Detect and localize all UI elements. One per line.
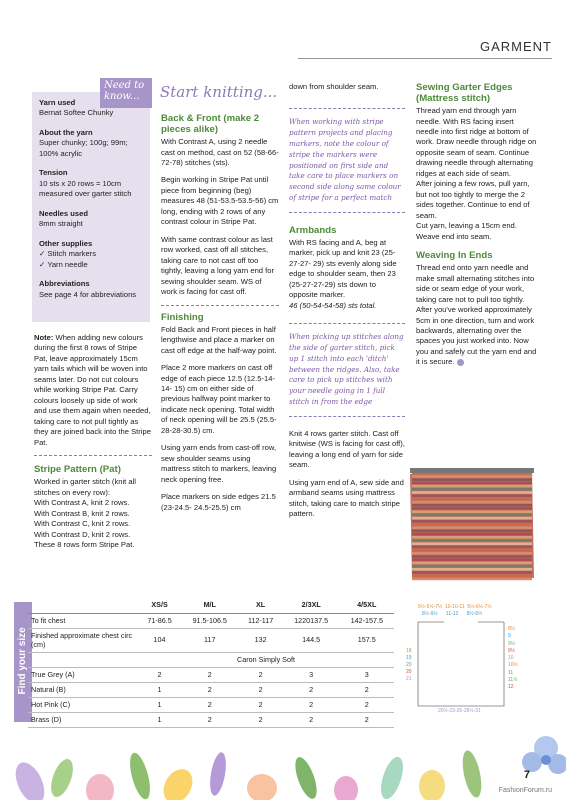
table-cell: 1: [138, 713, 181, 728]
dim-top-3: 5½-6½-7½: [467, 604, 492, 610]
armbands-finish: Knit 4 rows garter stitch. Cast off knitwise (WS is facing for cast off), leaving a long end of yarn for side seam.: [289, 428, 405, 470]
table-row: [28, 628, 394, 653]
armbands-finish: Using yarn end of A, sew side and armband seams using mattress stitch, taking care to match stripe pattern.: [289, 477, 404, 519]
table-cell: 2: [340, 713, 394, 728]
dim-top-4: 8½-9½: [422, 611, 438, 617]
abbr-heading: Abbreviations: [39, 279, 90, 289]
size-label: 2/3XL: [283, 598, 340, 613]
garment-stripe: [412, 552, 532, 555]
stripe-line: With Contrast A, knit 2 rows.: [34, 498, 130, 508]
need-to-know-box: [32, 92, 150, 322]
size-table: [28, 598, 394, 728]
other-item: ✓ Yarn needle: [39, 259, 88, 269]
table-cell: 2: [181, 698, 238, 713]
divider: [34, 455, 152, 456]
garment-stripes: [410, 468, 534, 580]
yarn-name: Caron Simply Soft: [138, 653, 394, 668]
row-label: [28, 653, 138, 668]
section-title: GARMENT: [480, 39, 552, 54]
table-cell: 142-157.5: [340, 613, 394, 628]
other-heading: Other supplies: [39, 238, 93, 248]
yarn-value: Bernat Softee Chunky: [39, 108, 114, 118]
garment-stripe: [412, 558, 532, 561]
armbands-para: With RS facing and A, beg at marker, pick up and knit 23 (25-27-27- 29) sts evenly along side edge to shoulder seam, then 23 (25-27-27-29) sts down to opposite marker.: [289, 237, 397, 300]
table-cell: 104: [138, 628, 181, 653]
garment-stripe: [412, 491, 532, 494]
table-cell: 2: [340, 683, 394, 698]
garment-stripe: [412, 520, 532, 523]
divider: [161, 305, 279, 306]
abbr-value: See page 4 for abbreviations: [39, 289, 137, 299]
table-cell: 2: [238, 713, 282, 728]
garment-stripe: [412, 482, 532, 485]
continued-text: down from shoulder seam.: [289, 82, 379, 91]
armbands-heading: Armbands: [289, 224, 337, 236]
row-label: To fit chest: [28, 613, 138, 628]
stripe-line: Worked in garter stitch (knit all stitches on every row):: [34, 477, 136, 497]
end-mark-icon: [457, 359, 464, 366]
garment-stripe: [412, 485, 532, 488]
dim-right-val: 11: [508, 669, 514, 676]
back-front-heading: Back & Front (make 2 pieces alike): [161, 113, 260, 136]
weaving-para: [416, 263, 538, 368]
start-knitting-title: Start knitting...: [160, 83, 278, 101]
garment-stripe: [412, 494, 532, 497]
table-row: [28, 683, 394, 698]
tension-value: 10 sts x 20 rows = 10cm measured over garter stitch: [39, 178, 132, 199]
garment-stripe: [412, 578, 532, 581]
finishing-para: Place markers on side edges 21.5 (23-24.5- 24.5-25.5) cm: [161, 492, 276, 512]
garment-stripe: [412, 510, 532, 513]
dim-right-val: 12: [508, 684, 514, 690]
table-cell: 2: [283, 683, 340, 698]
dim-left-val: 20: [406, 669, 412, 675]
find-your-size-label: Find your size: [17, 627, 29, 695]
garment-stripe: [412, 517, 532, 520]
weaving-text: Thread end onto yarn needle and make small alternating stitches into side or seam edge of your work, taking care not to pull too tightly. After you've worked approximately 5cm in one direction, turn and work backwards, alternating over the spaces you just worked into. Now you and safely cut the yarn end and it is secure.: [416, 263, 537, 367]
garment-stripe: [412, 530, 532, 533]
size-label: XL: [238, 598, 282, 613]
garment-stripe: [412, 565, 532, 568]
row-label: Brass (D): [28, 713, 138, 728]
other-item: ✓ Stitch markers: [39, 249, 96, 259]
sewing-para: Thread yarn end through yarn needle. With RS facing insert needle into first ridge at bottom of work. Draw needle through ridge on opposite seam of seam. Continue drawing needle through alternating ridges at each side of seam.: [416, 106, 537, 178]
dim-right-val: 9: [508, 633, 511, 640]
table-cell: 2: [181, 713, 238, 728]
stripe-heading: Stripe Pattern (Pat): [34, 464, 121, 476]
dim-right-val: 11½: [508, 676, 518, 683]
page-number: 7: [523, 769, 530, 781]
garment-stripe: [412, 568, 532, 571]
garment-stripe: [412, 549, 532, 552]
table-cell: 2: [238, 683, 282, 698]
size-header-row: [28, 598, 394, 613]
garment-stripe: [412, 536, 532, 539]
garment-stripe: [412, 539, 532, 542]
dim-right-val: 10½: [508, 662, 518, 669]
stripe-line: With Contrast D, knit 2 rows.: [34, 529, 131, 539]
armbands-total: 46 (50-54-54-58) sts total.: [289, 300, 377, 310]
table-cell: 2: [283, 698, 340, 713]
dim-left-val: 21: [406, 676, 412, 682]
about-heading: About the yarn: [39, 127, 93, 137]
table-cell: 112-117: [238, 613, 282, 628]
table-row: [28, 713, 394, 728]
table-cell: 2: [238, 668, 282, 683]
tip-markers: When working with stripe pattern projects and placing markers, note the colour of stripe the markers were positioned on first side and take care to place markers on second side along same colour of stripe for a perfect match: [289, 117, 401, 203]
garment-stripe: [412, 504, 532, 507]
garment-stripe: [412, 507, 532, 510]
table-row: [28, 698, 394, 713]
size-label: 4/5XL: [340, 598, 394, 613]
finishing-para: Using yarn ends from cast-off row, sew shoulder seams using mattress stitch to markers, leaving neck opening free.: [161, 443, 277, 484]
dim-top: [418, 604, 492, 611]
row-label: Finished approximate chest circ (cm): [28, 628, 138, 653]
dim-top-5: 11-12: [445, 611, 459, 617]
garment-stripe: [412, 571, 532, 574]
size-label: XS/S: [138, 598, 181, 613]
note-label: Note:: [34, 333, 54, 342]
schematic-lines: [404, 600, 538, 720]
table-cell: 144.5: [283, 628, 340, 653]
dim-right-val: 8½: [508, 626, 515, 632]
divider: [289, 323, 405, 324]
sewing-para: After joining a few rows, pull yarn, but not too tightly to merge the 2 sides together. Continue to end of seam.: [416, 179, 530, 220]
dim-right-val: 10: [508, 655, 514, 661]
row-label: True Grey (A): [28, 668, 138, 683]
sewing-heading: Sewing Garter Edges (Mattress stitch): [416, 82, 513, 105]
dim-bottom: 20½-23-26-28½-31: [438, 708, 481, 714]
header-empty: [28, 598, 138, 613]
finishing-heading: Finishing: [161, 311, 204, 323]
dim-left: [406, 648, 412, 683]
schematic-diagram: [404, 600, 538, 720]
table-cell: 2: [283, 713, 340, 728]
table-cell: 2: [340, 698, 394, 713]
garment-stripe: [412, 542, 532, 545]
dim-top-6: 8½-9½: [466, 611, 483, 617]
table-cell: 2: [181, 668, 238, 683]
table-cell: 2: [138, 668, 181, 683]
garment-stripe: [412, 526, 532, 529]
finishing-para: Place 2 more markers on cast off edge of each piece 12.5 (12.5-14-14- 15) cm on either side of previous halfway point marker to indicate neck opening. Total width of neck opening will be 25.5 (25.5-28-28-30.5) cm.: [161, 363, 277, 435]
dim-left-val: 20: [406, 662, 412, 668]
stripe-line: With Contrast B, knit 2 rows.: [34, 508, 130, 518]
garment-stripe: [412, 501, 532, 504]
garment-band: [410, 468, 534, 473]
table-cell: 2: [238, 698, 282, 713]
dim-top-b: [422, 611, 482, 618]
garment-stripe: [412, 562, 532, 565]
back-front-para: Begin working in Stripe Pat until piece from beginning (beg) measures 48 (51-53.5-53.5-56) cm long, ending with 2 rows of any contrast colour in Stripe Pat.: [161, 175, 279, 227]
garment-stripe: [412, 488, 532, 491]
stripe-line: These 8 rows form Stripe Pat.: [34, 540, 135, 549]
dim-right-val: 9½: [508, 647, 515, 654]
divider: [289, 212, 405, 213]
garment-stripe: [412, 574, 532, 577]
dim-left-val: 18: [406, 648, 412, 654]
garment-stripe: [412, 498, 532, 501]
garment-photo: [404, 466, 538, 584]
row-label: Natural (B): [28, 683, 138, 698]
table-cell: 1220137.5: [283, 613, 340, 628]
garment-stripe: [412, 514, 532, 517]
column-3: [289, 82, 405, 526]
yarn-row: [28, 653, 394, 668]
back-front-para: With Contrast A, using 2 needle cast on method, cast on 52 (58-66-72-78) stitches (sts).: [161, 137, 279, 167]
dim-right-val: 9½: [508, 640, 515, 647]
note: [34, 333, 152, 448]
divider: [289, 416, 405, 417]
size-label: M/L: [181, 598, 238, 613]
garment-stripe: [412, 478, 532, 481]
tension-heading: Tension: [39, 168, 68, 178]
dim-top-1: 5½-6½-7½: [418, 604, 443, 610]
table-cell: 71-86.5: [138, 613, 181, 628]
garment-stripe: [412, 546, 532, 549]
needles-value: 8mm straight: [39, 219, 83, 229]
table-cell: 3: [340, 668, 394, 683]
source-credit: FashionForum.ru: [498, 787, 552, 794]
need-to-know-tab: Need to know...: [100, 78, 152, 108]
needles-heading: Needles used: [39, 208, 88, 218]
table-cell: 3: [283, 668, 340, 683]
note-text: When adding new colours during the first 8 rows of Stripe Pat, leave approximately 15cm yarn tails which will be woven into seams later. Do not cut colours while working Stripe Pat. Carry colours loosely up side of work and use them again when needed, taking care to not pull tightly as they are joined back into the Stripe Pat.: [34, 333, 151, 447]
table-cell: 1: [138, 683, 181, 698]
back-front-para: With same contrast colour as last row worked, cast off all stitches, taking care to not cast off too tightly, leaving a long yarn end for sewing shoulder seam. WS of work is facing for cast off.: [161, 234, 274, 297]
garment-stripe: [412, 523, 532, 526]
column-4: [416, 82, 538, 368]
garment-stripe: [412, 555, 532, 558]
sewing-para: Cut yarn, leaving a 15cm end. Weave end into seam.: [416, 221, 517, 241]
table-row: [28, 668, 394, 683]
table-cell: 157.5: [340, 628, 394, 653]
row-label: Hot Pink (C): [28, 698, 138, 713]
flower-decoration: [0, 728, 566, 800]
weaving-heading: Weaving In Ends: [416, 250, 493, 262]
divider: [289, 108, 405, 109]
yarn-heading: Yarn used: [39, 98, 76, 107]
dim-top-2: 10-10-11: [444, 604, 465, 610]
table-cell: 91.5-106.5: [181, 613, 238, 628]
about-value: Super chunky; 100g; 99m; 100% acrylic: [39, 138, 128, 158]
garment-stripe: [412, 475, 532, 478]
table-row: [28, 613, 394, 628]
dim-left-val: 19: [406, 655, 412, 661]
table-cell: 2: [181, 683, 238, 698]
garment-stripe: [412, 533, 532, 536]
column-1: [34, 333, 152, 550]
stripe-line: With Contrast C, knit 2 rows.: [34, 519, 131, 529]
column-2: [161, 113, 279, 520]
table-cell: 132: [238, 628, 282, 653]
finishing-para: Fold Back and Front pieces in half lengthwise and place a marker on cast off edge at the half-way point.: [161, 324, 277, 355]
dim-right: [508, 626, 518, 691]
table-cell: 117: [181, 628, 238, 653]
tip-pickup: When picking up stitches along the side of garter stitch, pick up 1 stitch into each 'ditch' between the ridges. Also, take care to pick up stitches with your needle going in 1 full stitch in from the edge: [289, 332, 404, 406]
table-cell: 1: [138, 698, 181, 713]
header-rule: [298, 58, 552, 59]
